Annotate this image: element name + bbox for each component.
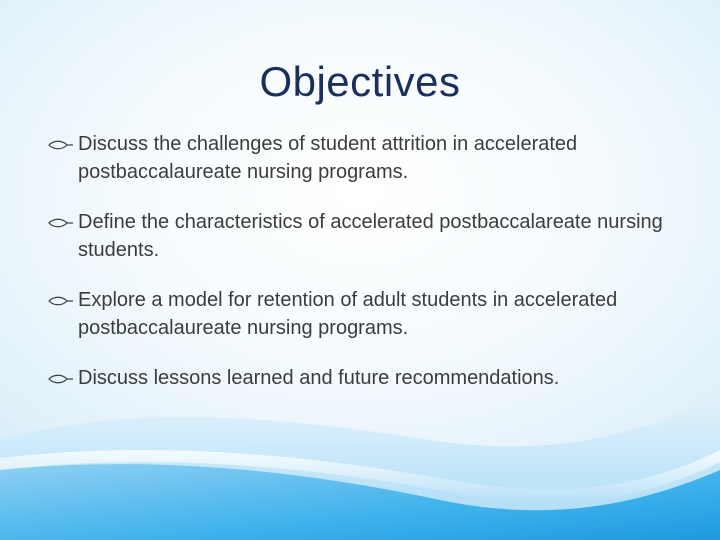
list-item [44, 208, 684, 264]
leaf-bullet-icon [48, 374, 74, 384]
bullet-text: Discuss lessons learned and future recommendations. [78, 367, 560, 389]
bullet-text: Explore a model for retention of adult students in accelerated postbaccalaureate nursing programs. [78, 289, 618, 339]
list-item [44, 364, 684, 392]
bullet-text: Discuss the challenges of student attrition in accelerated postbaccalaureate nursing programs. [78, 133, 578, 183]
leaf-bullet-icon [48, 296, 74, 306]
slide-title: Objectives [259, 58, 461, 105]
bullet-text: Define the characteristics of accelerated postbaccalareate nursing students. [78, 211, 663, 261]
list-item [44, 130, 684, 186]
leaf-bullet-icon [48, 218, 74, 228]
leaf-bullet-icon [48, 140, 74, 150]
objectives-list [44, 130, 684, 414]
list-item [44, 286, 684, 342]
